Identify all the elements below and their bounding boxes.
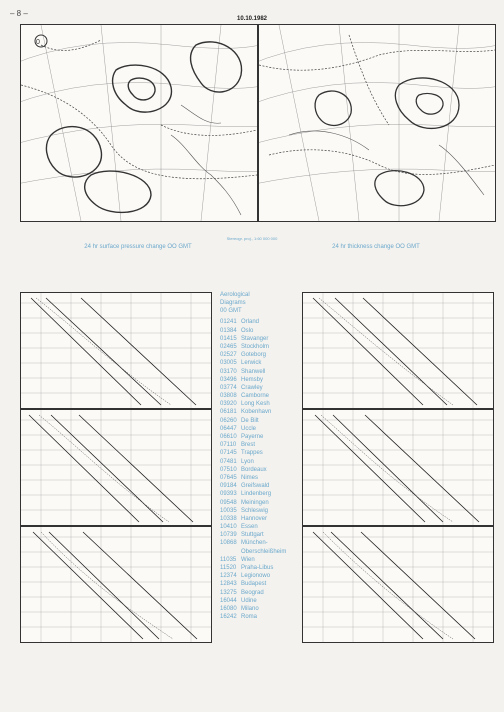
station-name: Wien	[241, 556, 255, 563]
aerological-diagram-left-middle	[20, 409, 212, 526]
station-number: 03170	[220, 368, 237, 375]
thickness-change-map-graphic	[259, 25, 495, 221]
aerological-diagram-right-middle	[302, 409, 494, 526]
issue-date: 10.10.1982	[236, 16, 268, 22]
station-name: Nimes	[241, 474, 259, 481]
station-name: Hannover	[241, 515, 268, 522]
station-name: Essen	[241, 524, 258, 531]
station-name: Payerne	[241, 434, 264, 441]
svg-text:0: 0	[36, 39, 40, 46]
station-list-title: Aerological Diagrams 00 GMT	[220, 292, 250, 314]
aerological-diagram-graphic	[303, 527, 493, 642]
station-name: Oslo	[241, 327, 254, 334]
aerological-diagram-graphic	[21, 410, 211, 525]
map-scale-note: Stereogr. proj., 1:60 000 000	[226, 236, 278, 241]
station-number: 10035	[220, 507, 237, 514]
station-row	[220, 507, 300, 515]
station-name: Greifswald	[241, 483, 270, 490]
station-row	[220, 368, 300, 376]
aerological-diagram-right-top	[302, 292, 494, 409]
aerological-diagram-graphic	[303, 410, 493, 525]
station-row	[220, 499, 300, 507]
station-number: 01384	[220, 327, 237, 334]
station-name: Bordeaux	[241, 466, 267, 473]
station-number: 10868	[220, 540, 237, 547]
station-name: Stockholm	[241, 343, 270, 350]
station-row	[220, 523, 300, 531]
station-name: Goteborg	[241, 352, 267, 359]
station-number: 06610	[220, 434, 237, 441]
station-row	[220, 490, 300, 498]
station-number: 03774	[220, 384, 237, 391]
station-row	[220, 408, 300, 416]
station-number: 16080	[220, 605, 237, 612]
station-row	[220, 580, 300, 588]
station-number: 16242	[220, 614, 237, 621]
station-number: 10410	[220, 524, 237, 531]
station-row	[220, 318, 300, 326]
station-number: 06447	[220, 425, 237, 432]
station-name: Lerwick	[241, 360, 262, 367]
station-name: Orland	[241, 319, 260, 326]
station-row	[220, 597, 300, 605]
station-name: Camborne	[241, 393, 270, 400]
station-number: 11035	[220, 556, 237, 563]
station-row	[220, 376, 300, 384]
station-name: München-	[241, 540, 268, 547]
station-name: Lyon	[241, 458, 254, 465]
station-row	[220, 515, 300, 523]
aerological-diagram-right-bottom	[302, 526, 494, 643]
station-number: 11520	[220, 565, 237, 572]
right-map-caption: 24 hr thickness change OO GMT	[332, 244, 420, 250]
station-name: Long Kesh	[241, 401, 270, 408]
station-number: 02465	[220, 343, 237, 350]
station-number: 03920	[220, 401, 237, 408]
station-name: Beograd	[241, 589, 264, 596]
station-row	[220, 335, 300, 343]
aerological-diagram-graphic	[21, 527, 211, 642]
station-row	[220, 482, 300, 490]
thickness-change-map	[258, 24, 496, 222]
left-map-caption: 24 hr surface pressure change OO GMT	[84, 244, 192, 250]
station-name: Shanwell	[241, 368, 266, 375]
station-row	[220, 343, 300, 351]
station-row	[220, 556, 300, 564]
station-row	[220, 351, 300, 359]
station-row	[220, 425, 300, 433]
station-row	[220, 564, 300, 572]
aerological-diagram-graphic	[303, 293, 493, 408]
station-row	[220, 548, 300, 556]
station-row	[220, 589, 300, 597]
aerological-diagram-left-top	[20, 292, 212, 409]
page-number: – 8 –	[10, 9, 28, 18]
station-name: Meiningen	[241, 499, 269, 506]
station-number: 07645	[220, 474, 237, 481]
station-row	[220, 417, 300, 425]
station-name: Udine	[241, 597, 257, 604]
station-name: Budapest	[241, 581, 267, 588]
aerological-diagram-graphic	[21, 293, 211, 408]
station-row	[220, 474, 300, 482]
station-number: 12374	[220, 573, 237, 580]
station-number: 09184	[220, 483, 237, 490]
station-row	[220, 327, 300, 335]
surface-pressure-change-map	[20, 24, 258, 222]
station-row	[220, 400, 300, 408]
station-name: Legionowo	[241, 573, 271, 580]
station-row	[220, 531, 300, 539]
station-number: 03005	[220, 360, 237, 367]
aerological-station-list	[220, 292, 300, 621]
station-rows	[220, 318, 300, 621]
station-row	[220, 433, 300, 441]
station-number: 16044	[220, 597, 237, 604]
station-number: 03808	[220, 393, 237, 400]
station-number: 07110	[220, 442, 237, 449]
station-number: 07510	[220, 466, 237, 473]
station-name: Brest	[241, 442, 256, 449]
station-name: Trappes	[241, 450, 263, 457]
station-name: Oberschleißheim	[241, 548, 287, 555]
station-number: 09548	[220, 499, 237, 506]
station-number: 06181	[220, 409, 237, 416]
station-number: 02527	[220, 352, 237, 359]
station-row	[220, 572, 300, 580]
station-name: Stuttgart	[241, 532, 264, 539]
station-number: 01241	[220, 319, 237, 326]
station-name: Uccle	[241, 425, 257, 432]
station-number: 01415	[220, 335, 237, 342]
station-row	[220, 384, 300, 392]
station-name: Hemsby	[241, 376, 264, 383]
station-number: 06260	[220, 417, 237, 424]
station-number: 10739	[220, 532, 237, 539]
station-name: Lindenberg	[241, 491, 272, 498]
aerological-diagram-left-bottom	[20, 526, 212, 643]
station-number: 09393	[220, 491, 237, 498]
station-number: 12843	[220, 581, 237, 588]
station-number	[220, 548, 241, 556]
station-name: Crawley	[241, 384, 263, 391]
station-number: 07145	[220, 450, 237, 457]
station-row	[220, 359, 300, 367]
station-row	[220, 449, 300, 457]
station-row	[220, 613, 300, 621]
surface-pressure-change-map-graphic	[21, 25, 257, 221]
station-row	[220, 539, 300, 547]
station-name: De Bilt	[241, 417, 259, 424]
station-name: Praha-Libus	[241, 565, 274, 572]
station-row	[220, 392, 300, 400]
station-number: 13275	[220, 589, 237, 596]
station-name: Kobenhavn	[241, 409, 272, 416]
station-number: 07481	[220, 458, 237, 465]
station-name: Stavanger	[241, 335, 269, 342]
station-row	[220, 605, 300, 613]
station-row	[220, 466, 300, 474]
station-name: Roma	[241, 614, 258, 621]
station-row	[220, 441, 300, 449]
station-name: Milano	[241, 605, 259, 612]
station-number: 03496	[220, 376, 237, 383]
station-number: 10338	[220, 515, 237, 522]
station-row	[220, 458, 300, 466]
station-name: Schleswig	[241, 507, 269, 514]
